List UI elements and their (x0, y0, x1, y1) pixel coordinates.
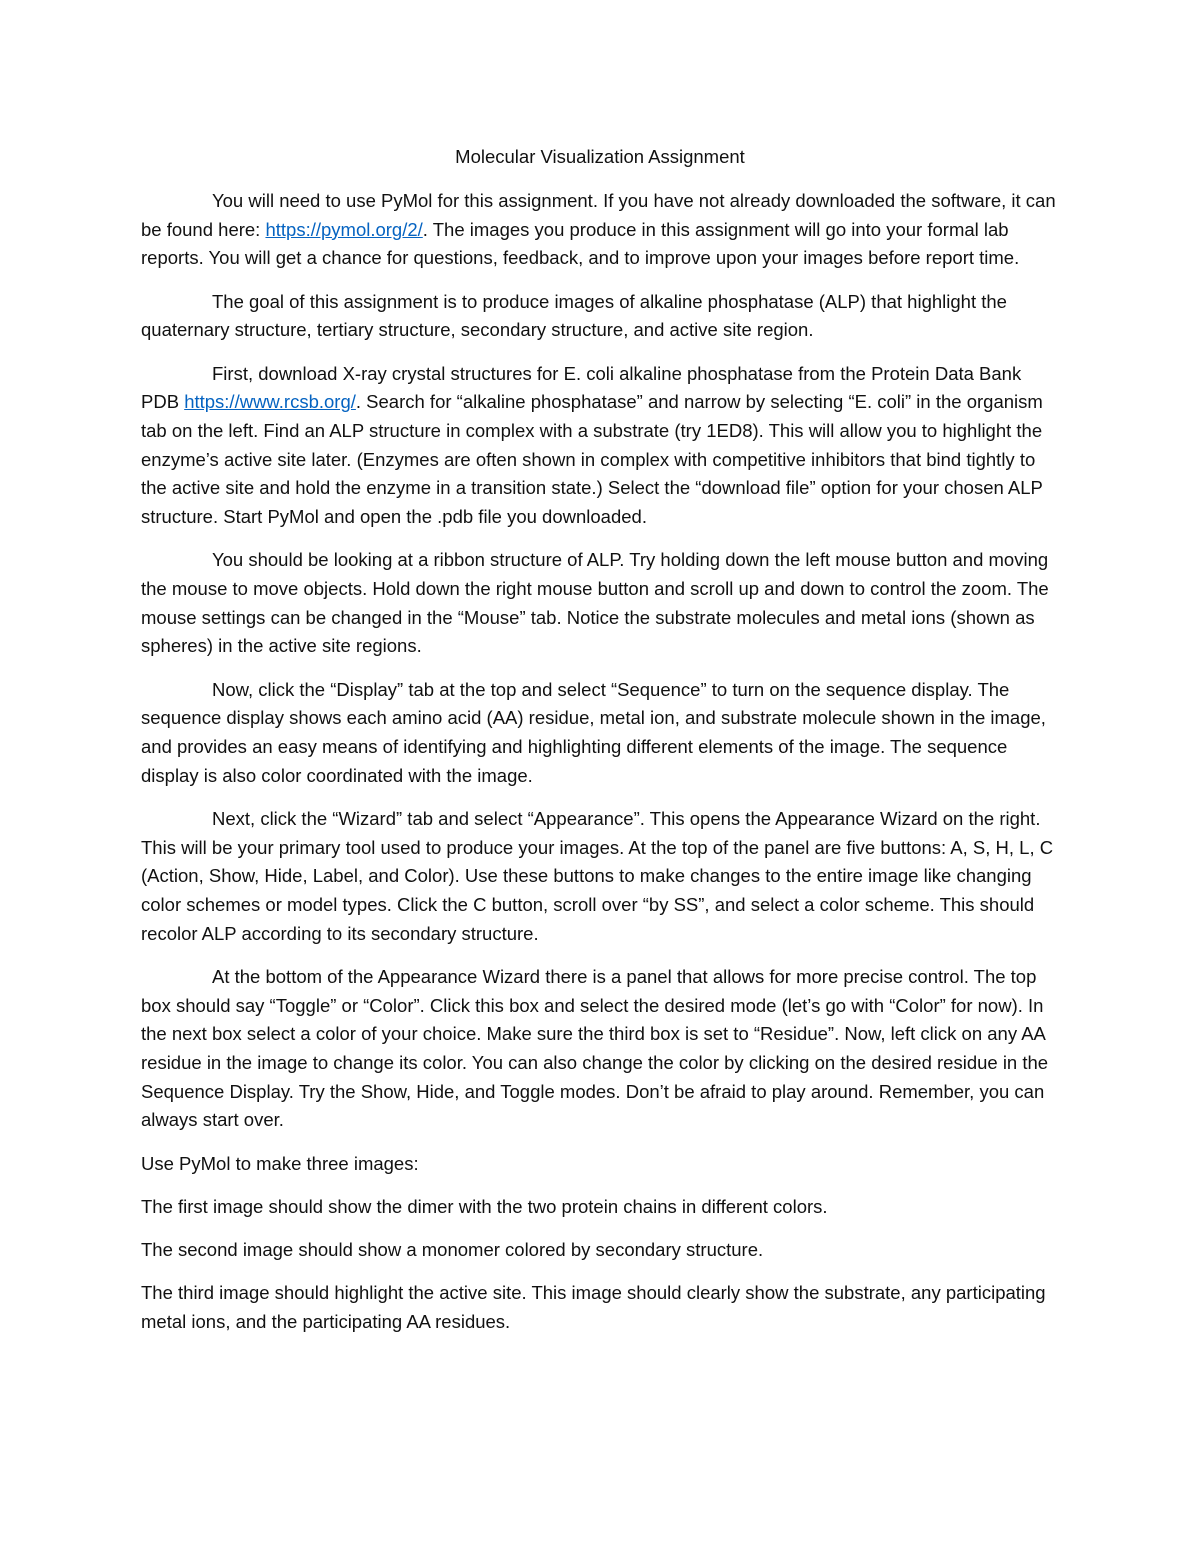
paragraph-download-text-a: First, download X-ray crystal structures for E. coli alkaline phosphatase from the Protein Data Bank PDB (141, 362, 1022, 413)
pymol-link[interactable]: https://pymol.org/2/ (265, 218, 423, 240)
paragraph-download (141, 360, 1061, 532)
paragraph-display: Now, click the “Display” tab at the top and select “Sequence” to turn on the sequence display. The sequence display shows each amino acid (AA) residue, metal ion, and substrate molecule shown in the image, and provides an easy means of identifying and highlighting different elements of the image. The sequence display is also color coordinated with the image. (141, 678, 1046, 786)
paragraph-intro (141, 187, 1061, 273)
paragraph-wizard: Next, click the “Wizard” tab and select “Appearance”. This opens the Appearance Wizard on the right. This will be your primary tool used to produce your images. At the top of the panel are five buttons: A, S, H, L, C (Action, Show, Hide, Label, and Color). Use these buttons to make changes to the entire image like changing color schemes or model types. Click the C button, scroll over “by SS”, and select a color scheme. This should recolor ALP according to its secondary structure. (141, 807, 1054, 944)
paragraph-intro-text-a: You will need to use PyMol for this assignment. If you have not already downloaded the software, it can be found here: (141, 190, 1056, 240)
document-title: Molecular Visualization Assignment (455, 146, 745, 167)
paragraph-download-text-b: . Search for “alkaline phosphatase” and narrow by selecting “E. coli” in the organism tab on the left. Find an ALP structure in complex with a substrate (try 1ED8). This will allow you to highlight the enzyme’s active site later. (Enzymes are often shown in complex with competitive inhibitors that bind tightly to the active site and hold the enzyme in a transition state.) Select the “download file” option for your chosen ALP structure. Start PyMol and open the .pdb file you downloaded. (141, 391, 1043, 528)
paragraph-second-image: The second image should show a monomer colored by secondary structure. (141, 1239, 764, 1260)
paragraph-three-images: Use PyMol to make three images: (141, 1152, 419, 1174)
paragraph-intro-text-b: . The images you produce in this assignment will go into your formal lab reports. You will get a chance for questions, feedback, and to improve upon your images before report time. (141, 218, 1020, 269)
document-body (141, 187, 1061, 1351)
paragraph-first-image: The first image should show the dimer with the two protein chains in different colors. (141, 1195, 828, 1217)
paragraph-ribbon: You should be looking at a ribbon structure of ALP. Try holding down the left mouse button and moving the mouse to move objects. Hold down the right mouse button and scroll up and down to control the zoom. The mouse settings can be changed in the “Mouse” tab. Notice the substrate molecules and metal ions (shown as spheres) in the active site regions. (141, 549, 1049, 657)
paragraph-precise-control: At the bottom of the Appearance Wizard there is a panel that allows for more precise control. The top box should say “Toggle” or “Color”. Click this box and select the desired mode (let’s go with “Color” for now). In the next box select a color of your choice. Make sure the third box is set to “Residue”. Now, left click on any AA residue in the image to change its color. You can also change the color by clicking on the desired residue in the Sequence Display. Try the Show, Hide, and Toggle modes. Don’t be afraid to play around. Remember, you can always start over. (141, 965, 1049, 1131)
paragraph-goal: The goal of this assignment is to produce images of alkaline phosphatase (ALP) that highlight the quaternary structure, tertiary structure, secondary structure, and active site region. (141, 290, 1007, 341)
paragraph-third-image: The third image should highlight the active site. This image should clearly show the substrate, any participating metal ions, and the participating AA residues. (141, 1282, 1046, 1332)
rcsb-link[interactable]: https://www.rcsb.org/ (184, 391, 356, 413)
